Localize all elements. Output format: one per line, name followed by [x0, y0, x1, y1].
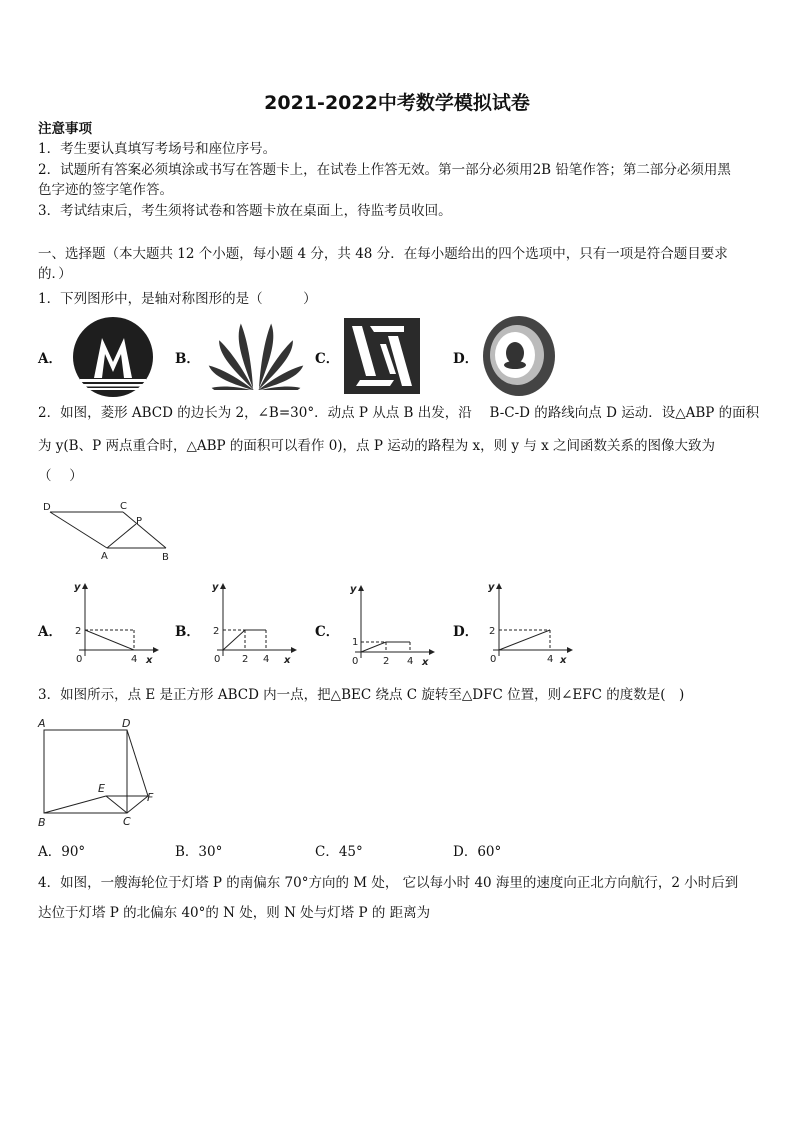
q2-graph-c: [344, 580, 439, 670]
question-2-stem: 2．如图，菱形 ABCD 的边长为 2，∠B=30°．动点 P 从点 B 出发，沿 B-C-D 的路线向点 D 运动．设△ABP 的面积: [38, 405, 760, 421]
notice-line: 1．考生要认真填写考场号和座位序号。: [38, 141, 277, 157]
q1-option-a-label: A．: [38, 351, 62, 367]
q2-graph-d: [482, 578, 577, 668]
svg-text:y: y: [488, 582, 495, 593]
q2-option-c-label: C．: [315, 624, 340, 640]
svg-text:2: 2: [242, 654, 249, 665]
q2-option-d-label: D．: [453, 624, 479, 640]
svg-text:4: 4: [263, 654, 270, 665]
svg-text:4: 4: [547, 654, 554, 665]
label-a: A: [38, 717, 46, 730]
svg-text:y: y: [350, 584, 357, 595]
q2-graph-b: [206, 578, 301, 668]
svg-text:x: x: [422, 657, 429, 668]
label-c: C: [123, 815, 131, 828]
svg-text:2: 2: [489, 626, 496, 637]
label-d: D: [122, 717, 131, 730]
q3-option-a: A．90°: [38, 844, 86, 860]
svg-text:2: 2: [75, 626, 82, 637]
fan-logo-image: [208, 318, 304, 390]
label-c: C: [120, 501, 127, 512]
square-figure: [34, 714, 164, 832]
q1-option-c-label: C．: [315, 351, 340, 367]
penguin-logo-image: [482, 315, 556, 397]
notice-line: 2．试题所有答案必须填涂或书写在答题卡上，在试卷上作答无效。第一部分必须用2B 铅笔作答；第二部分必须用黑: [38, 162, 731, 178]
label-p: P: [136, 516, 143, 527]
label-b: B: [162, 552, 169, 563]
label-a: A: [101, 551, 108, 562]
svg-text:0: 0: [76, 654, 83, 665]
svg-text:2: 2: [213, 626, 220, 637]
label-b: B: [38, 816, 46, 829]
label-f: F: [147, 791, 154, 804]
metro-logo-image: [72, 316, 154, 398]
svg-text:4: 4: [407, 656, 414, 667]
zigzag-logo-image: [344, 318, 420, 394]
q2-option-b-label: B．: [175, 624, 200, 640]
rhombus-figure: [38, 498, 178, 566]
svg-text:1: 1: [352, 637, 359, 648]
svg-text:0: 0: [490, 654, 497, 665]
question-2-blank: （ ）: [38, 468, 83, 484]
label-e: E: [98, 782, 105, 795]
notice-line: 色字迹的签字笔作答。: [38, 182, 173, 198]
q3-option-c: C．45°: [315, 844, 363, 860]
q3-option-d: D．60°: [453, 844, 502, 860]
section-heading: 一、选择题（本大题共 12 个小题，每小题 4 分，共 48 分．在每小题给出的四个选项中，只有一项是符合题目要求: [38, 246, 728, 262]
q3-option-b: B．30°: [175, 844, 223, 860]
section-heading-cont: 的．）: [38, 266, 72, 282]
q1-option-d-label: D．: [453, 351, 479, 367]
notice-heading: 注意事项: [38, 121, 92, 137]
question-3-stem: 3．如图所示，点 E 是正方形 ABCD 内一点，把△BEC 绕点 C 旋转至△DFC 位置，则∠EFC 的度数是( ): [38, 687, 685, 703]
svg-text:2: 2: [383, 656, 390, 667]
q2-graph-a: [68, 578, 163, 668]
svg-text:y: y: [74, 582, 81, 593]
notice-line: 3．考试结束后，考生须将试卷和答题卡放在桌面上，待监考员收回。: [38, 203, 452, 219]
svg-text:x: x: [284, 655, 291, 666]
svg-text:y: y: [212, 582, 219, 593]
question-1-stem: 1．下列图形中，是轴对称图形的是（ ）: [38, 291, 317, 307]
q2-option-a-label: A．: [38, 624, 62, 640]
page-title: 2021-2022中考数学模拟试卷: [264, 92, 530, 114]
q1-option-b-label: B．: [175, 351, 200, 367]
question-2-stem-cont: 为 y(B、P 两点重合时，△ABP 的面积可以看作 0)，点 P 运动的路程为 x，则 y 与 x 之间函数关系的图像大致为: [38, 438, 716, 454]
svg-text:0: 0: [214, 654, 221, 665]
question-4-stem-cont: 达位于灯塔 P 的北偏东 40°的 N 处，则 N 处与灯塔 P 的 距离为: [38, 905, 431, 921]
svg-text:0: 0: [352, 656, 359, 667]
svg-text:4: 4: [131, 654, 138, 665]
svg-text:x: x: [560, 655, 567, 666]
question-4-stem: 4．如图，一艘海轮位于灯塔 P 的南偏东 70°方向的 M 处， 它以每小时 40 海里的速度向正北方向航行，2 小时后到: [38, 875, 739, 891]
label-d: D: [43, 502, 51, 513]
svg-text:x: x: [146, 655, 153, 666]
